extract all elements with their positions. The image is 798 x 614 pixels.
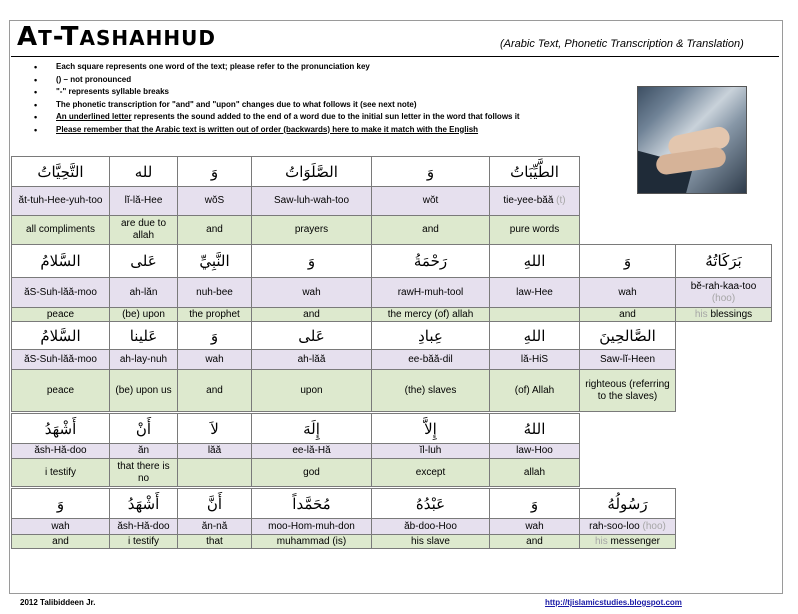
phonetic-word: ah-lăă	[252, 350, 372, 370]
translation-word	[490, 308, 580, 322]
note-item: • () – not pronounced	[28, 74, 520, 87]
phonetic-word: law-Hee	[490, 278, 580, 308]
arabic-word: وَ	[252, 245, 372, 278]
arabic-word: رَسُولُهُ	[580, 489, 676, 519]
translation-word: and	[178, 216, 252, 245]
phonetic-word: ăn	[110, 444, 178, 459]
translation-word: i testify	[110, 535, 178, 549]
tashahhud-block-4	[11, 413, 580, 487]
phonetic-word: bĕ-rah-kaa-too (hoo)	[676, 278, 772, 308]
translation-word: his slave	[372, 535, 490, 549]
translation-word: and	[490, 535, 580, 549]
translation-word: i testify	[12, 459, 110, 487]
phonetic-word: lăă	[178, 444, 252, 459]
arabic-word: عَلينا	[110, 322, 178, 350]
translation-word: his messenger	[580, 535, 676, 549]
arabic-word: الصَّلَوَاتُ	[252, 157, 372, 187]
note-item: • Please remember that the Arabic text is written out of order (backwards) here to make it match with the English	[28, 124, 520, 137]
arabic-word: وَ	[178, 157, 252, 187]
translation-word: peace	[12, 308, 110, 322]
phonetic-word: law-Hoo	[490, 444, 580, 459]
translation-word: god	[252, 459, 372, 487]
note-item: • "-" represents syllable breaks	[28, 86, 520, 99]
phonetic-word: ăsh-Hă-doo	[110, 519, 178, 535]
phonetic-word: rawH-muh-tool	[372, 278, 490, 308]
arabic-word: عَبْدُهُ	[372, 489, 490, 519]
translation-word: except	[372, 459, 490, 487]
note-item: • Each square represents one word of the text; please refer to the pronunciation key	[28, 61, 520, 74]
arabic-word: لله	[110, 157, 178, 187]
phonetic-word: ăb-doo-Hoo	[372, 519, 490, 535]
translation-word: that	[178, 535, 252, 549]
arabic-word: مُحَمَّداً	[252, 489, 372, 519]
arabic-word: اللهِ	[490, 245, 580, 278]
translation-word: and	[580, 308, 676, 322]
phonetic-word: Saw-luh-wah-too	[252, 187, 372, 216]
phonetic-word: wah	[12, 519, 110, 535]
arabic-word: التَّحِيَّاتُ	[12, 157, 110, 187]
note-item: • The phonetic transcription for "and" and "upon" changes due to what follows it (see next note)	[28, 99, 520, 112]
footer-credit: 2012 Talibiddeen Jr.	[20, 598, 96, 607]
phonetic-word: ăt-tuh-Hee-yuh-too	[12, 187, 110, 216]
arabic-word: عِبادِ	[372, 322, 490, 350]
translation-word: (of) Allah	[490, 370, 580, 412]
arabic-word: عَلى	[252, 322, 372, 350]
translation-word: (the) slaves	[372, 370, 490, 412]
translation-word: muhammad (is)	[252, 535, 372, 549]
arabic-word: وَ	[580, 245, 676, 278]
arabic-word: إِلاَّ	[372, 414, 490, 444]
arabic-word: وَ	[372, 157, 490, 187]
arabic-word: أَشْهَدُ	[12, 414, 110, 444]
arabic-word: عَلى	[110, 245, 178, 278]
phonetic-word: moo-Hom-muh-don	[252, 519, 372, 535]
translation-word: and	[178, 370, 252, 412]
phonetic-word: wah	[580, 278, 676, 308]
translation-word: righteous (referring to the slaves)	[580, 370, 676, 412]
phonetic-word: wah	[252, 278, 372, 308]
page-title: AT-TASHAHHUD	[17, 22, 216, 52]
translation-word: allah	[490, 459, 580, 487]
phonetic-word: ăS-Suh-lăă-moo	[12, 278, 110, 308]
phonetic-word: lĭ-lă-Hee	[110, 187, 178, 216]
arabic-word: النَّبِيِّ	[178, 245, 252, 278]
arabic-word: اللهِ	[490, 322, 580, 350]
phonetic-word: ah-lăn	[110, 278, 178, 308]
phonetic-word: nuh-bee	[178, 278, 252, 308]
translation-word: are due to allah	[110, 216, 178, 245]
phonetic-word: ăS-Suh-lăă-moo	[12, 350, 110, 370]
translation-word: the prophet	[178, 308, 252, 322]
phonetic-word: wah	[490, 519, 580, 535]
arabic-word: أَشْهَدُ	[110, 489, 178, 519]
arabic-word: السَّلامُ	[12, 245, 110, 278]
arabic-word: رَحْمَةُ	[372, 245, 490, 278]
translation-word: all compliments	[12, 216, 110, 245]
arabic-word: وَ	[12, 489, 110, 519]
note-item: • An underlined letter represents the sound added to the end of a word due to the initial sun letter in the word that follows it	[28, 111, 520, 124]
arabic-word: الطَّيِّبَاتُ	[490, 157, 580, 187]
translation-word: prayers	[252, 216, 372, 245]
footer-link[interactable]: http://tjislamicstudies.blogspot.com	[545, 598, 682, 607]
phonetic-word: ee-băă-dil	[372, 350, 490, 370]
phonetic-word: wŏt	[372, 187, 490, 216]
translation-word	[178, 459, 252, 487]
phonetic-word: ah-lay-nuh	[110, 350, 178, 370]
phonetic-word: lă-HiS	[490, 350, 580, 370]
tashahhud-block-1	[11, 156, 580, 245]
arabic-word: الصَّالحِينَ	[580, 322, 676, 350]
tashahhud-block-2	[11, 244, 772, 322]
translation-word: peace	[12, 370, 110, 412]
phonetic-word: wŏS	[178, 187, 252, 216]
translation-word: his blessings	[676, 308, 772, 322]
translation-word: the mercy (of) allah	[372, 308, 490, 322]
arabic-word: أَنْ	[110, 414, 178, 444]
translation-word: pure words	[490, 216, 580, 245]
phonetic-word: ăsh-Hă-doo	[12, 444, 110, 459]
prayer-photo	[637, 86, 747, 194]
phonetic-word: ĭl-luh	[372, 444, 490, 459]
arabic-word: أَنَّ	[178, 489, 252, 519]
translation-word: and	[12, 535, 110, 549]
phonetic-word: rah-soo-loo (hoo)	[580, 519, 676, 535]
arabic-word: وَ	[490, 489, 580, 519]
arabic-word: وَ	[178, 322, 252, 350]
translation-word: (be) upon	[110, 308, 178, 322]
arabic-word: لاَ	[178, 414, 252, 444]
phonetic-word: Saw-lĭ-Heen	[580, 350, 676, 370]
translation-word: and	[252, 308, 372, 322]
notes-list	[28, 61, 520, 136]
arabic-word: السَّلامُ	[12, 322, 110, 350]
translation-word: (be) upon us	[110, 370, 178, 412]
phonetic-word: ee-lă-Hă	[252, 444, 372, 459]
phonetic-word: wah	[178, 350, 252, 370]
page-subtitle: (Arabic Text, Phonetic Transcription & Translation)	[500, 38, 744, 50]
phonetic-word: ăn-nă	[178, 519, 252, 535]
tashahhud-block-5	[11, 488, 676, 549]
translation-word: and	[372, 216, 490, 245]
tashahhud-block-3	[11, 321, 676, 412]
arabic-word: إِلَهَ	[252, 414, 372, 444]
arabic-word: اللهُ	[490, 414, 580, 444]
title-rule	[11, 56, 779, 57]
translation-word: that there is no	[110, 459, 178, 487]
arabic-word: بَرَكَاتُهُ	[676, 245, 772, 278]
translation-word: upon	[252, 370, 372, 412]
phonetic-word: tie-yee-băă (t)	[490, 187, 580, 216]
